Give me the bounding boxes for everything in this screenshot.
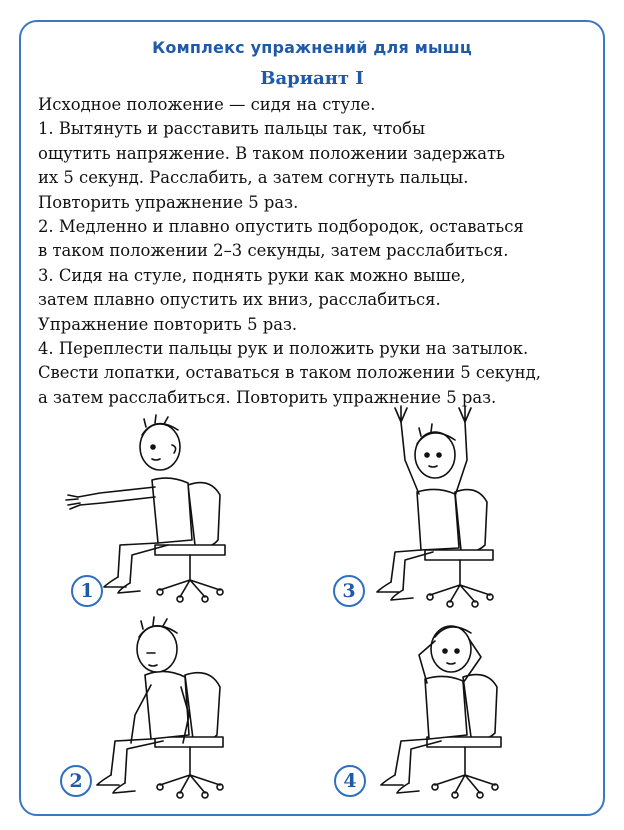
figure-number-badge: 1 [71, 575, 103, 607]
boy-arms-up-illustration [355, 400, 515, 605]
text-line: 4. Переплести пальцы рук и положить руки на затылок. [38, 339, 529, 359]
text-line: затем плавно опустить их вниз, расслабиться. [38, 290, 441, 310]
text-line: Повторить упражнение 5 раз. [38, 192, 299, 212]
instructions-text [38, 93, 598, 410]
text-line: в таком положении 2–3 секунды, затем расслабиться. [38, 241, 509, 261]
figure-number-badge: 2 [60, 765, 92, 797]
text-line: 2. Медленно и плавно опустить подбородок, оставаться [38, 217, 524, 237]
boy-hands-behind-head-illustration [365, 615, 525, 805]
text-line: Упражнение повторить 5 раз. [38, 314, 298, 334]
text-line: а затем расслабиться. Повторить упражнение 5 раз. [38, 387, 497, 407]
text-line: их 5 секунд. Расслабить, а затем согнуть пальцы. [38, 168, 469, 188]
page-title: Комплекс упражнений для мышц [152, 38, 472, 57]
variant-heading: Вариант I [260, 68, 364, 89]
text-line: 3. Сидя на стуле, поднять руки как можно выше, [38, 265, 466, 285]
text-line: ощутить напряжение. В таком положении задержать [38, 143, 505, 163]
boy-chin-down-illustration [85, 615, 245, 805]
figure-number-badge: 4 [334, 765, 366, 797]
text-line: Исходное положение — сидя на стуле. [38, 95, 376, 114]
figure-number-badge: 3 [333, 575, 365, 607]
text-line: 1. Вытянуть и расставить пальцы так, чтобы [38, 119, 426, 139]
text-line: Свести лопатки, оставаться в таком положении 5 секунд, [38, 363, 541, 383]
